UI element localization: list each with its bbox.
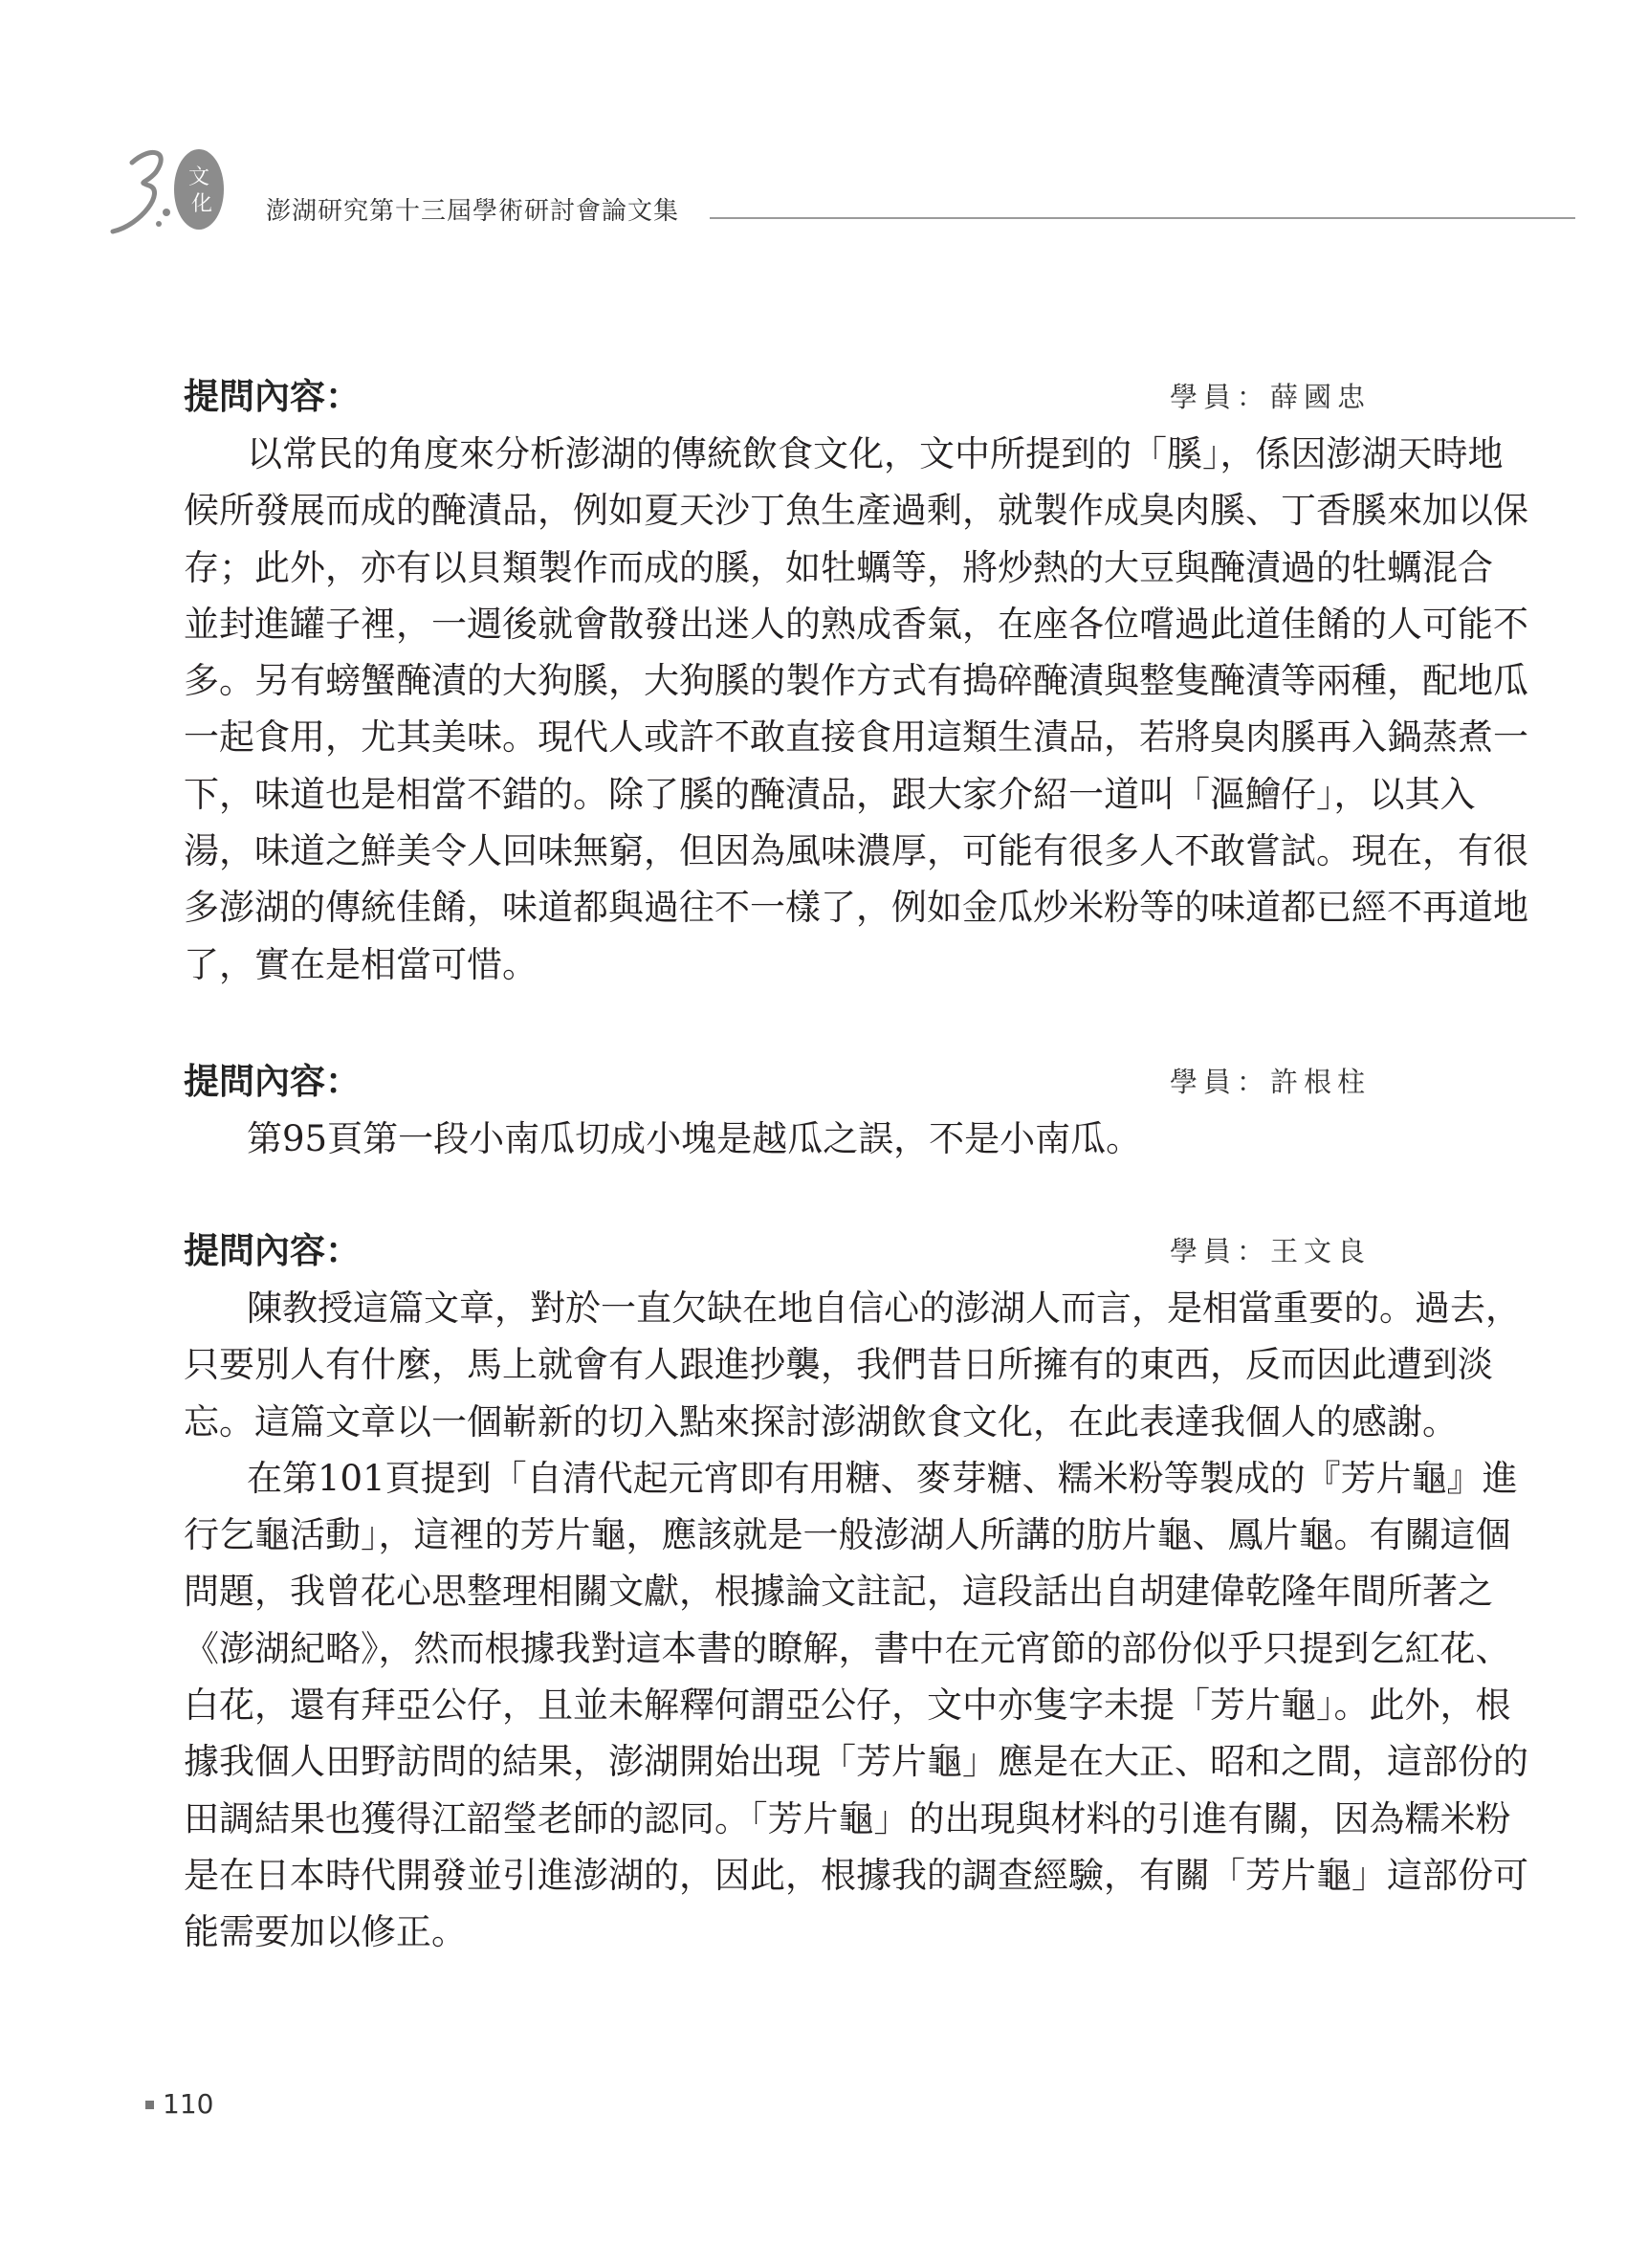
paragraph [184,1111,1371,1167]
question-section-3 [184,1222,1528,1961]
paragraph [184,1280,1521,1450]
paragraph [184,426,1528,993]
text-line: 是在日本時代開發並引進澎湖的，因此，根據我的調查經驗，有關「芳片龜」這部份可 [184,1854,1528,1896]
question-section-1 [184,368,1528,993]
question-label: 提問內容： [184,376,361,417]
running-title: 澎湖研究第十三屆學術研討會論文集 [266,197,680,226]
question-header [184,1053,1371,1111]
question-label: 提問內容： [184,1230,361,1271]
text-line: 只要別人有什麼，馬上就會有人跟進抄襲，我們昔日所擁有的東西，反而因此遭到淡 [184,1344,1493,1386]
question-header [184,368,1371,426]
text-line: 下，味道也是相當不錯的。除了膎的醃漬品，跟大家介紹一道叫「漚鱠仔」，以其入 [184,773,1476,815]
text-line: 據我個人田野訪問的結果，澎湖開始出現「芳片龜」應是在大正、昭和之間，這部份的 [184,1741,1528,1783]
text-line: 候所發展而成的醃漬品，例如夏天沙丁魚生產過剩，就製作成臭肉膎、丁香膎來加以保 [184,490,1528,532]
text-line: 問題，我曾花心思整理相關文獻，根據論文註記，這段話出自胡建偉乾隆年間所著之 [184,1571,1493,1613]
page-marker [145,2101,154,2109]
page-number: 110 [163,2088,214,2120]
header-rule [710,217,1575,219]
student-name: 學員：薛國忠 [1169,381,1371,413]
text-line: 能需要加以修正。 [184,1911,467,1953]
question-section-2 [184,1053,1371,1167]
text-line: 湯，味道之鮮美令人回味無窮，但因為風味濃厚，可能有很多人不敢嘗試。現在，有很 [184,830,1528,872]
text-line: 以常民的角度來分析澎湖的傳統飲食文化，文中所提到的「膎」，係因澎湖天時地 [247,433,1504,474]
text-line: 並封進罐子裡，一週後就會散發出迷人的熟成香氣，在座各位嚐過此道佳餚的人可能不 [184,603,1528,645]
svg-text:化: 化 [190,192,213,216]
question-label: 提問內容： [184,1061,361,1102]
text-line: 白花，還有拜亞公仔，且並未解釋何謂亞公仔，文中亦隻字未提「芳片龜」。此外，根 [184,1684,1511,1727]
student-name: 學員：王文良 [1169,1235,1371,1267]
text-line: 一起食用，尤其美味。現代人或許不敢直接食用這類生漬品，若將臭肉膎再入鍋蒸煮一 [184,716,1528,759]
text-line: 行乞龜活動」，這裡的芳片龜，應該就是一般澎湖人所講的肪片龜、鳳片龜。有關這個 [184,1514,1511,1556]
text-line: 多。另有螃蟹醃漬的大狗膎，大狗膎的製作方式有搗碎醃漬與整隻醃漬等兩種，配地瓜 [184,660,1528,702]
text-line: 陳教授這篇文章，對於一直欠缺在地自信心的澎湖人而言，是相當重要的。過去， [247,1288,1521,1329]
text-line: 忘。這篇文章以一個嶄新的切入點來探討澎湖飲食文化，在此表達我個人的感謝。 [184,1400,1458,1442]
text-line: 在第101頁提到「自清代起元宵即有用糖、麥芽糖、糯米粉等製成的『芳片龜』進 [247,1457,1518,1499]
text-line: 多澎湖的傳統佳餚，味道都與過往不一樣了，例如金瓜炒米粉等的味道都已經不再道地 [184,887,1528,929]
paragraph [184,1450,1528,1961]
text-line: 田調結果也獲得江韶瑩老師的認同。「芳片龜」的出現與材料的引進有關，因為糯米粉 [184,1797,1511,1839]
text-line: 存；此外，亦有以貝類製作而成的膎，如牡蠣等，將炒熱的大豆與醃漬過的牡蠣混合 [184,546,1493,588]
svg-text:文: 文 [187,165,210,189]
text-line: 第95頁第一段小南瓜切成小塊是越瓜之誤，不是小南瓜。 [247,1118,1142,1159]
conference-logo [103,143,256,234]
question-header [184,1222,1371,1280]
text-line: 《澎湖紀略》，然而根據我對這本書的瞭解，書中在元宵節的部份似乎只提到乞紅花、 [184,1627,1511,1669]
text-line: 了，實在是相當可惜。 [184,943,538,985]
student-name: 學員：許根柱 [1169,1066,1371,1098]
